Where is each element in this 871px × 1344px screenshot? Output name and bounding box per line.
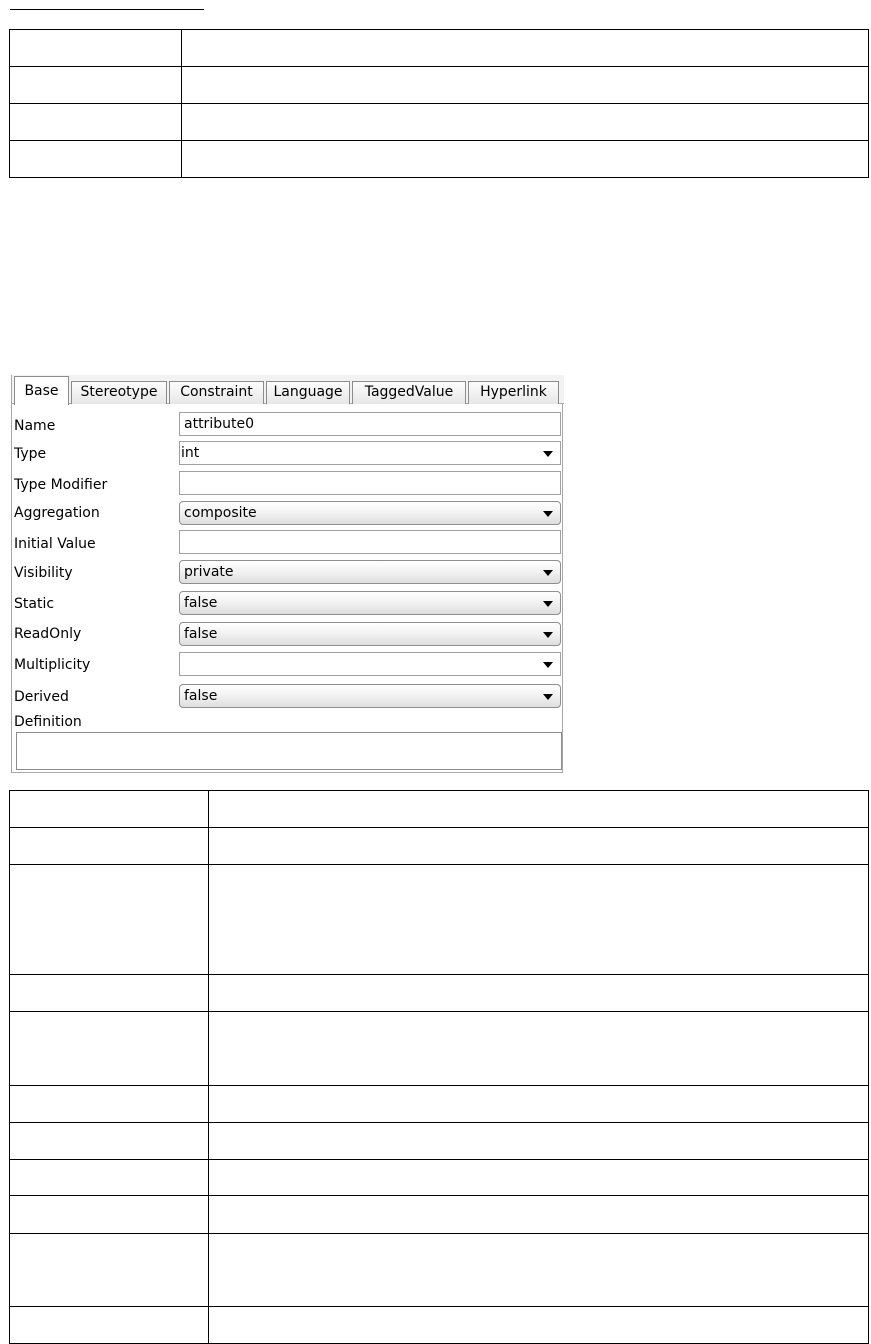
- chevron-down-icon: [543, 601, 553, 607]
- tab-hyperlink[interactable]: Hyperlink: [468, 381, 559, 404]
- table-row: [10, 141, 869, 178]
- table-row: [10, 1086, 869, 1123]
- table-row: [10, 1012, 869, 1086]
- type-modifier-field[interactable]: [179, 471, 561, 495]
- readonly-select[interactable]: [179, 622, 561, 646]
- multiplicity-label: Multiplicity: [14, 657, 91, 673]
- tab-base[interactable]: Base: [14, 376, 69, 405]
- table-row: [10, 791, 869, 828]
- table-row: [10, 865, 869, 975]
- chevron-down-icon: [543, 511, 553, 517]
- table-row: [10, 1234, 869, 1307]
- static-label: Static: [14, 596, 55, 612]
- visibility-label: Visibility: [14, 565, 73, 581]
- tab-taggedvalue[interactable]: TaggedValue: [352, 381, 466, 404]
- readonly-label: ReadOnly: [14, 626, 82, 642]
- tab-stereotype[interactable]: Stereotype: [71, 381, 167, 404]
- table-row: [10, 104, 869, 141]
- derived-value: false: [184, 688, 218, 704]
- tab-bar: [12, 375, 564, 404]
- multiplicity-combo[interactable]: [179, 652, 561, 676]
- table-row: [10, 1196, 869, 1234]
- summary-table: [9, 29, 869, 178]
- description-table: [9, 790, 869, 1344]
- name-field[interactable]: attribute0: [179, 412, 561, 436]
- table-row: [10, 30, 869, 67]
- definition-label: Definition: [14, 714, 82, 730]
- table-row: [10, 1160, 869, 1196]
- table-row: [10, 975, 869, 1012]
- attribute-property-panel: [11, 375, 563, 773]
- initial-value-field[interactable]: [179, 530, 561, 554]
- table-row: [10, 1307, 869, 1344]
- chevron-down-icon: [543, 451, 553, 457]
- visibility-value: private: [184, 564, 234, 580]
- table-row: [10, 1123, 869, 1160]
- initial-value-label: Initial Value: [14, 536, 96, 552]
- chevron-down-icon: [543, 662, 553, 668]
- name-label: Name: [14, 418, 56, 434]
- aggregation-value: composite: [184, 505, 257, 521]
- static-select[interactable]: [179, 591, 561, 615]
- aggregation-select[interactable]: [179, 501, 561, 525]
- derived-label: Derived: [14, 689, 69, 705]
- table-row: [10, 67, 869, 104]
- visibility-select[interactable]: [179, 560, 561, 584]
- readonly-value: false: [184, 626, 218, 642]
- type-modifier-label: Type Modifier: [14, 477, 108, 493]
- heading-underline: [10, 9, 204, 10]
- type-value: int: [181, 445, 200, 461]
- static-value: false: [184, 595, 218, 611]
- table-row: [10, 828, 869, 865]
- tab-constraint[interactable]: Constraint: [169, 381, 264, 404]
- type-combo[interactable]: [179, 441, 561, 465]
- chevron-down-icon: [543, 632, 553, 638]
- chevron-down-icon: [543, 570, 553, 576]
- type-label: Type: [14, 446, 47, 462]
- definition-textarea[interactable]: [16, 732, 562, 770]
- tab-language[interactable]: Language: [266, 381, 350, 404]
- derived-select[interactable]: [179, 684, 561, 708]
- chevron-down-icon: [543, 694, 553, 700]
- aggregation-label: Aggregation: [14, 505, 100, 521]
